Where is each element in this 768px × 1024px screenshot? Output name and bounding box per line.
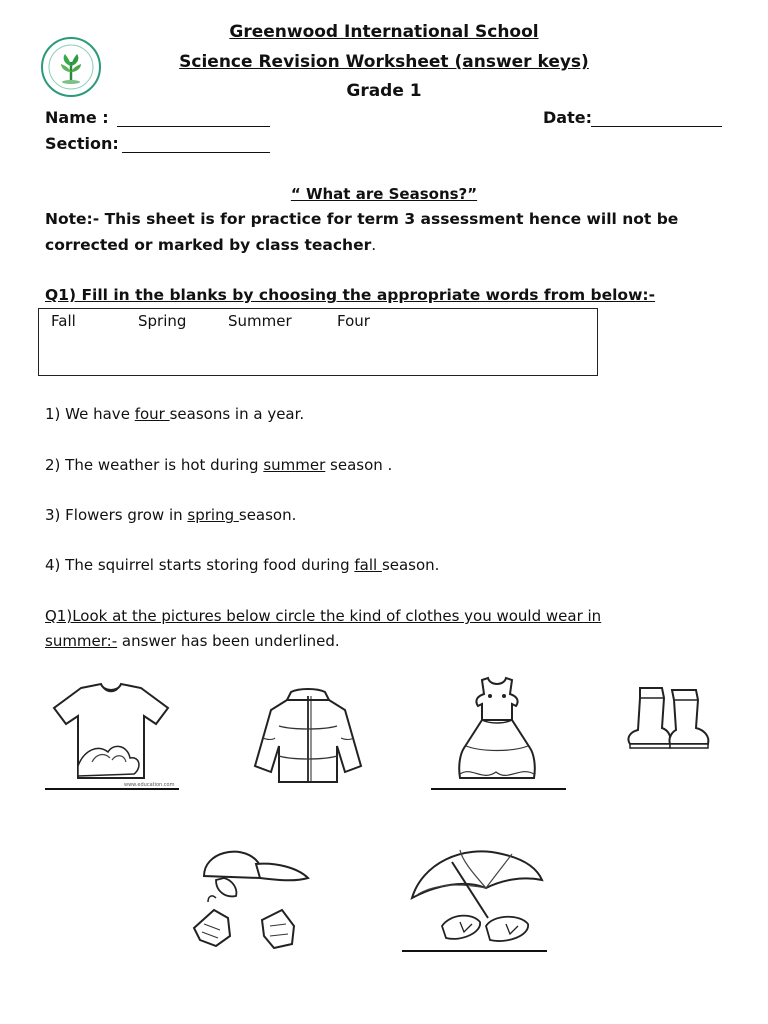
school-title: Greenwood International School (229, 22, 539, 42)
umbrella-answer-underline (402, 950, 547, 952)
q1-item-2-pre: 2) The weather is hot during (45, 456, 264, 474)
name-field[interactable] (117, 110, 270, 127)
q1-item-2-answer: summer (263, 456, 326, 474)
dress-answer-underline (431, 788, 566, 790)
date-field[interactable] (591, 110, 722, 127)
q1-item-1-answer: four (134, 405, 170, 423)
q1-item-3-pre: 3) Flowers grow in (45, 506, 188, 524)
word-bank-summer: Summer (228, 312, 292, 330)
tshirt-answer-underline (45, 788, 179, 790)
date-label: Date: (543, 108, 592, 127)
q2-heading-line-1: Q1)Look at the pictures below circle the kind of clothes you would wear in (45, 607, 602, 625)
q1-item-3-answer: spring (187, 506, 239, 524)
word-bank-spring: Spring (138, 312, 187, 330)
q1-item-1-pre: 1) We have (45, 405, 135, 423)
tshirt-icon (46, 680, 176, 790)
q1-item-1-post: seasons in a year. (169, 405, 305, 423)
note-line-2-end: . (371, 236, 377, 254)
q1-item-1 (45, 405, 304, 423)
umbrella-picture[interactable] (402, 842, 550, 952)
boots-picture[interactable] (624, 682, 714, 754)
boots-icon (624, 682, 714, 754)
name-label: Name : (45, 108, 109, 127)
section-label: Section: (45, 134, 119, 153)
q1-heading: Q1) Fill in the blanks by choosing the appropriate words from below:- (45, 286, 656, 304)
cap-mittens-picture[interactable] (186, 840, 318, 952)
dress-picture[interactable] (442, 674, 554, 786)
note-line-2 (45, 236, 376, 254)
tshirt-picture[interactable] (46, 680, 176, 790)
grade-title: Grade 1 (346, 81, 422, 101)
cap-and-mittens-icon (186, 840, 318, 952)
q2-answer-note: answer has been underlined. (117, 632, 340, 650)
q1-item-2 (45, 456, 392, 474)
summer-dress-icon (442, 674, 554, 786)
q2-summer-label: summer:- (45, 632, 118, 650)
q2-heading-line-2 (45, 632, 340, 650)
q1-item-3-post: season. (238, 506, 297, 524)
word-bank-box (38, 308, 598, 376)
note-line-1: Note:- This sheet is for practice for term 3 assessment hence will not be (45, 210, 679, 228)
word-bank-four: Four (337, 312, 370, 330)
q1-item-4 (45, 556, 439, 574)
worksheet-title: Science Revision Worksheet (answer keys) (179, 52, 589, 72)
q1-item-4-pre: 4) The squirrel starts storing food during (45, 556, 355, 574)
note-line-2-text: corrected or marked by class teacher (45, 236, 372, 254)
winter-jacket-icon (243, 686, 373, 786)
topic-heading: “ What are Seasons?” (290, 185, 478, 203)
beach-umbrella-icon (402, 842, 550, 952)
q1-item-4-post: season. (381, 556, 440, 574)
jacket-picture[interactable] (243, 686, 373, 786)
section-field[interactable] (122, 136, 270, 153)
q1-item-2-post: season . (325, 456, 393, 474)
q1-item-3 (45, 506, 296, 524)
tshirt-caption: www.education.com (124, 782, 175, 788)
q1-item-4-answer: fall (354, 556, 382, 574)
word-bank-fall: Fall (51, 312, 76, 330)
